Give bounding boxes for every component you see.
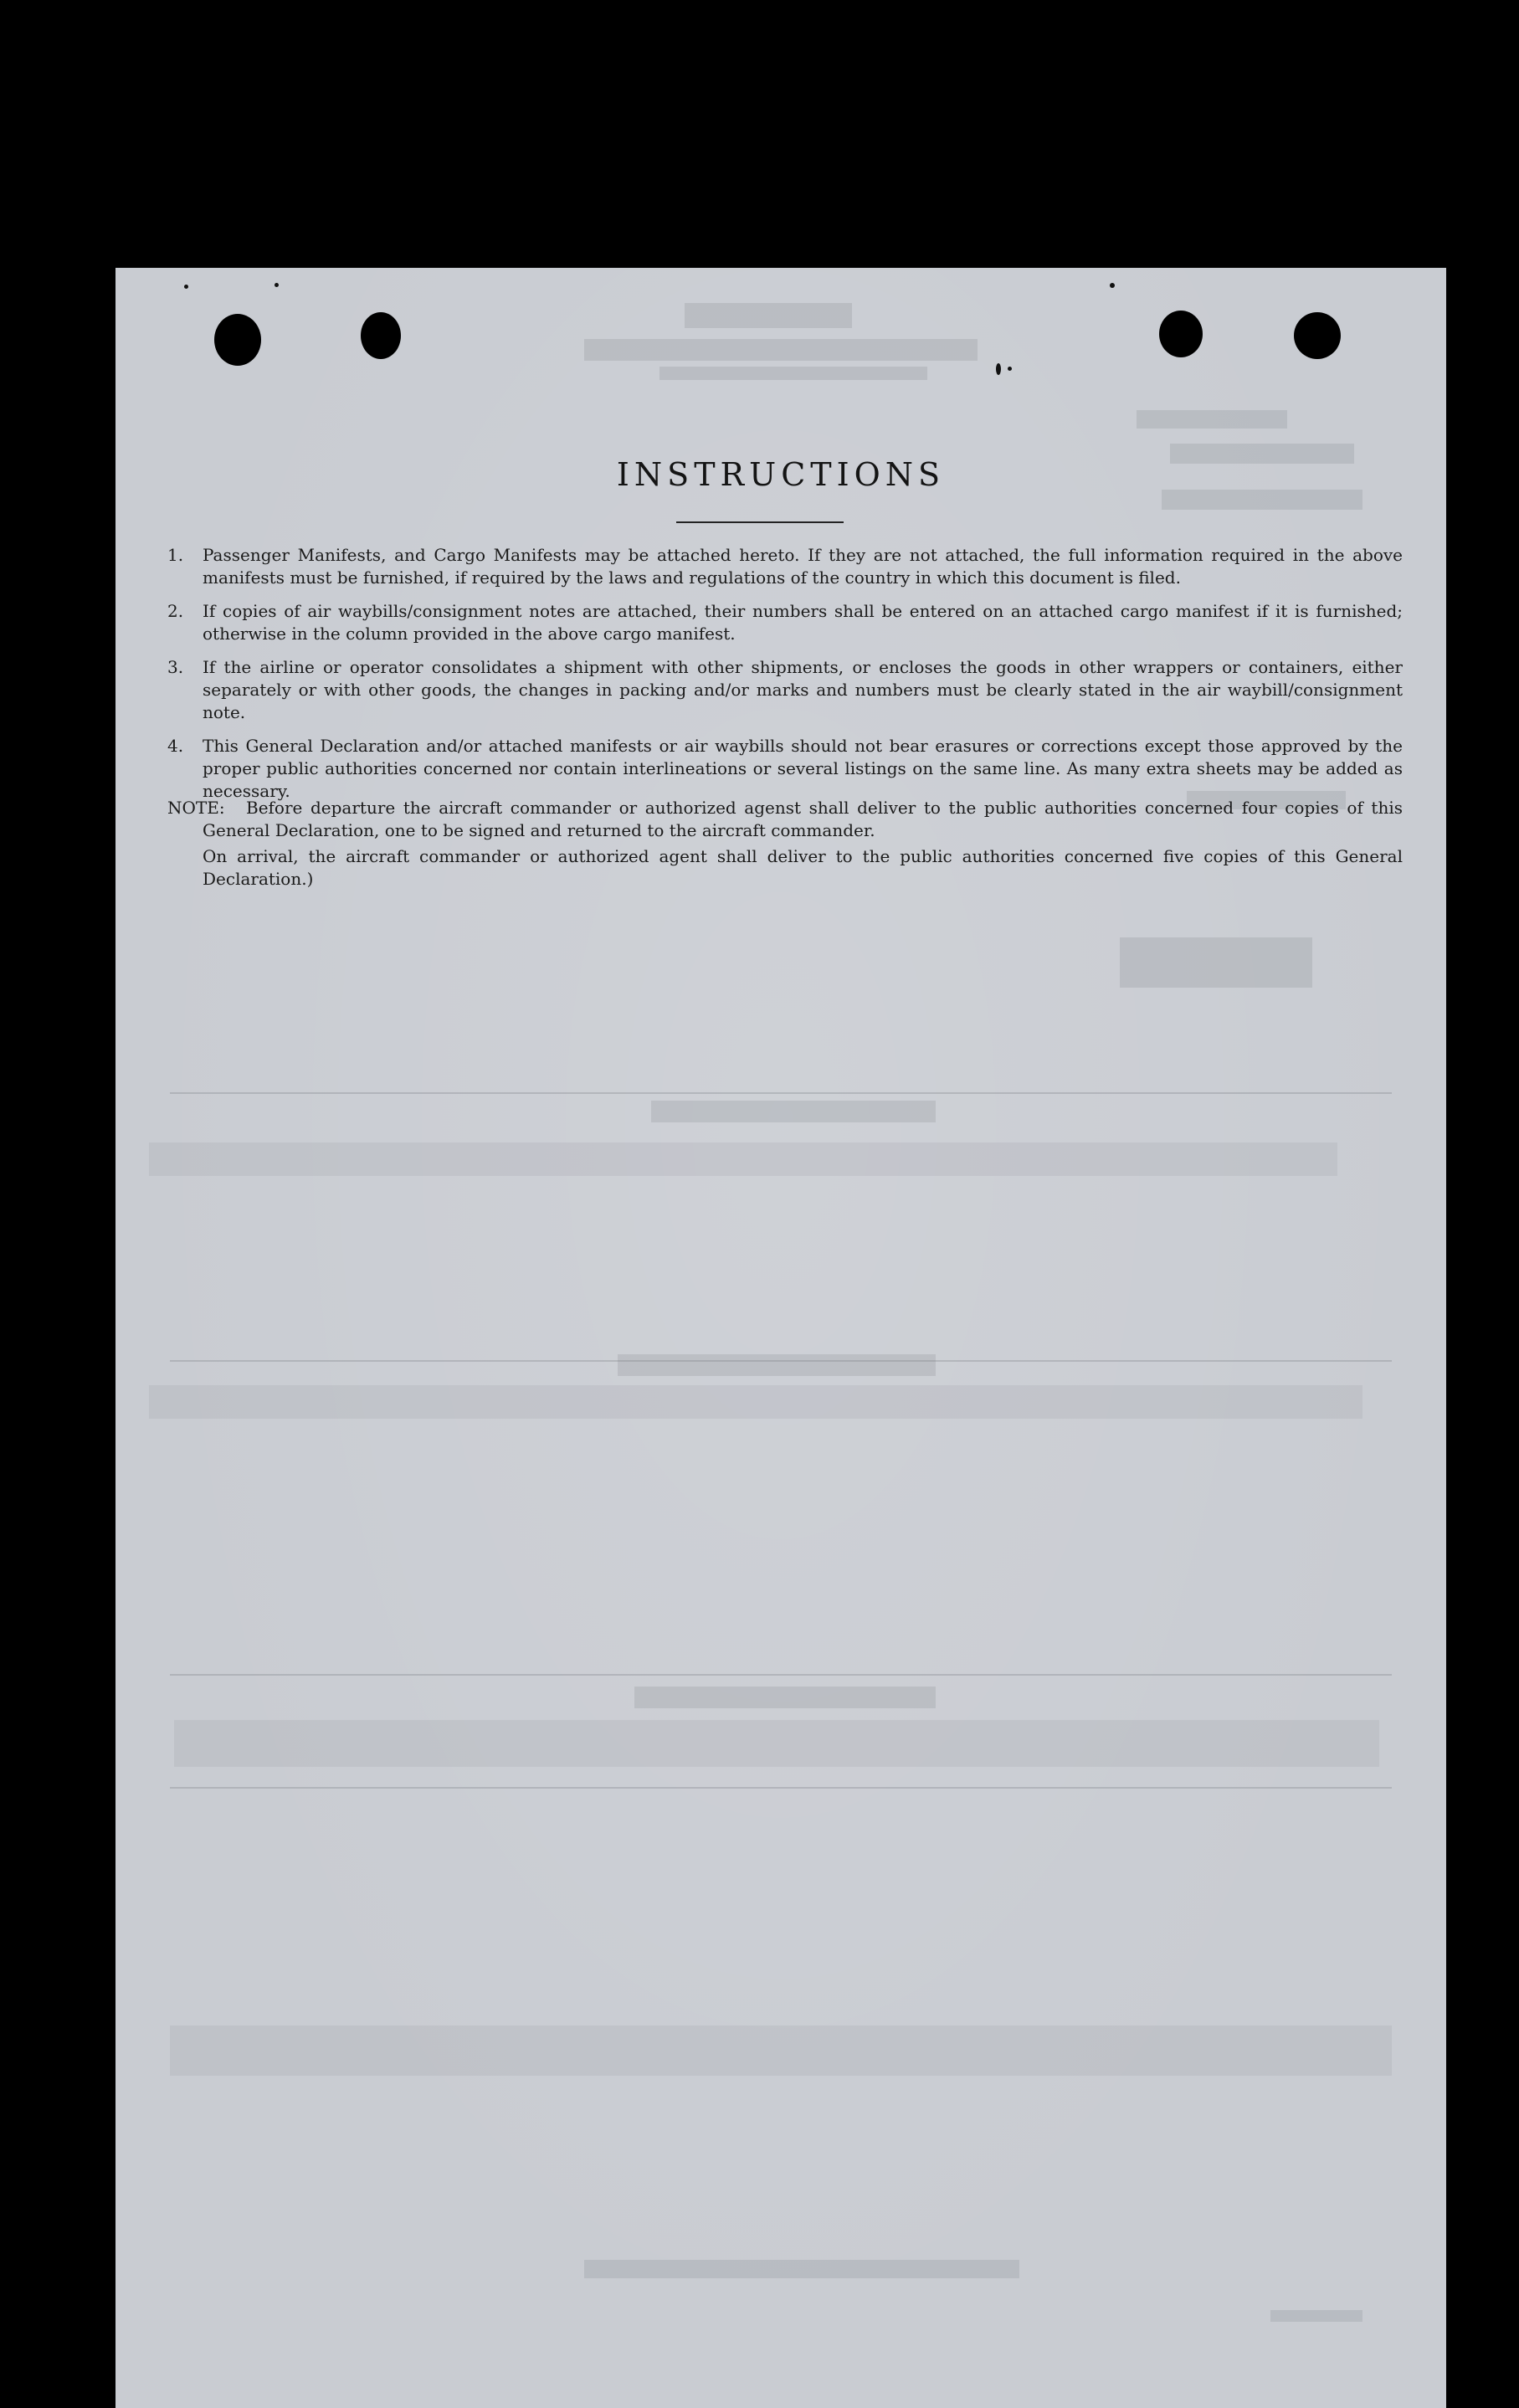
punch-hole	[1159, 311, 1203, 357]
bleed-through-mark	[170, 2025, 1392, 2076]
bleed-through-mark	[584, 339, 978, 361]
ink-speck	[1008, 367, 1012, 371]
bleed-through-mark	[659, 367, 927, 380]
list-item	[167, 656, 1403, 724]
list-item	[167, 544, 1403, 589]
document-sheet	[115, 268, 1446, 2408]
bleed-through-mark	[685, 303, 852, 328]
bleed-through-mark	[618, 1354, 936, 1376]
bleed-through-mark	[1137, 410, 1287, 429]
ink-speck	[1110, 283, 1115, 288]
punch-hole	[214, 314, 261, 366]
item-number: 3.	[167, 657, 184, 677]
bleed-through-rule	[170, 1674, 1392, 1676]
bleed-through-mark	[634, 1687, 936, 1708]
note-arrival-text	[203, 845, 1403, 891]
bleed-through-rule	[170, 1092, 1392, 1094]
title-underline	[676, 521, 844, 523]
bleed-through-mark	[1270, 2310, 1362, 2322]
bleed-through-mark	[149, 1385, 1362, 1419]
note-label: NOTE:	[167, 798, 225, 818]
punch-hole	[361, 312, 401, 359]
item-text: If copies of air waybills/consignment notes are attached, their numbers shall be entered on an attached cargo manifest if it is furnished; otherwise in the column provided in the above cargo manifest.	[203, 601, 1403, 644]
note-arrival-content: On arrival, the aircraft commander or authorized agent shall deliver to the public authorities concerned five copies of this General Declaration.)	[203, 846, 1403, 889]
note-departure-text	[167, 797, 1403, 842]
list-item	[167, 600, 1403, 645]
item-text: This General Declaration and/or attached manifests or air waybills should not bear erasures or corrections except those approved by the proper public authorities concerned nor contain interlineations or several listings on the same line. As many extra sheets may be added as necessary.	[203, 736, 1403, 801]
instructions-list	[167, 544, 1403, 814]
item-number: 1.	[167, 545, 184, 565]
punch-hole	[1294, 312, 1341, 359]
bleed-through-mark	[149, 1142, 1337, 1176]
bleed-through-mark	[174, 1720, 1379, 1767]
list-item	[167, 735, 1403, 803]
bleed-through-rule	[170, 1787, 1392, 1789]
page-title: INSTRUCTIONS	[616, 456, 946, 493]
bleed-through-mark	[651, 1101, 936, 1122]
item-text: Passenger Manifests, and Cargo Manifests may be attached hereto. If they are not attached, the full information required in the above manifests must be furnished, if required by the laws and regulations of the country in which this document is filed.	[203, 545, 1403, 588]
note-departure-content: Before departure the aircraft commander or authorized agenst shall deliver to the public authorities concerned four copies of this General Declaration, one to be signed and returned to the aircraft commander.	[203, 798, 1403, 840]
bleed-through-mark	[1120, 937, 1312, 988]
note-section	[167, 797, 1403, 891]
bleed-through-mark	[584, 2260, 1019, 2278]
ink-speck	[184, 285, 188, 289]
item-number: 4.	[167, 736, 184, 756]
ink-speck	[996, 363, 1001, 375]
ink-speck	[275, 283, 279, 287]
item-text: If the airline or operator consolidates a shipment with other shipments, or encloses the goods in other wrappers or containers, either separately or with other goods, the changes in packing and/or marks and numbers must be clearly stated in the air waybill/consignment note.	[203, 657, 1403, 722]
item-number: 2.	[167, 601, 184, 621]
